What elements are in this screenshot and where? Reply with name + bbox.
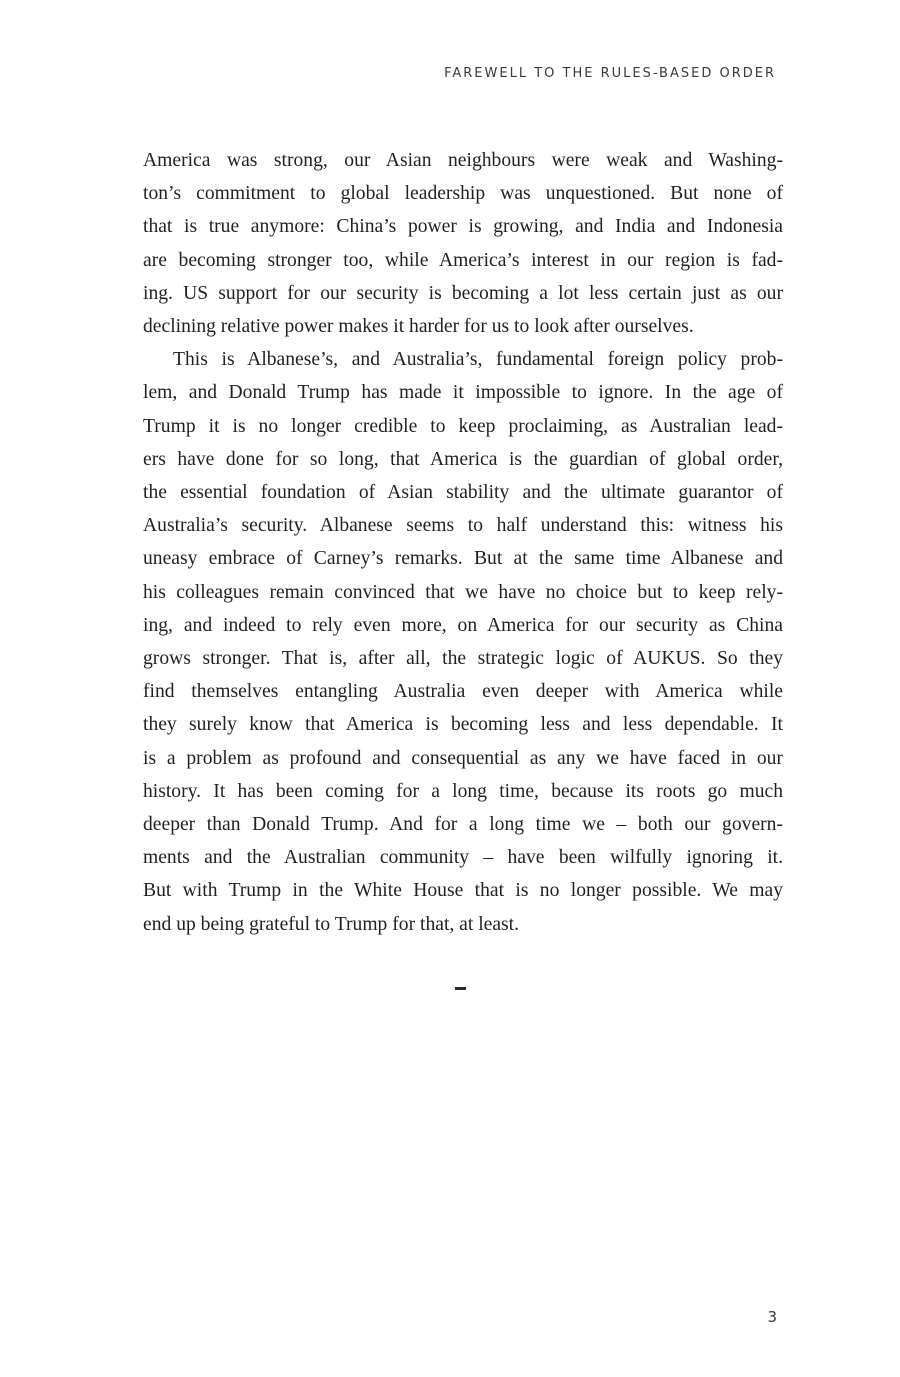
paragraph [143, 343, 783, 941]
section-break-mark [455, 987, 466, 990]
text-line: grows stronger. That is, after all, the strategic logic of AUKUS. So they [143, 648, 783, 670]
text-line: are becoming stronger too, while America’s interest in our region is fad- [143, 249, 783, 271]
text-line: But with Trump in the White House that is no longer possible. We may [143, 880, 783, 902]
text-line: ments and the Australian community – have been wilfully ignoring it. [143, 847, 783, 869]
text-line: they surely know that America is becoming less and less dependable. It [143, 714, 783, 736]
body-text [143, 144, 783, 941]
paragraph [143, 144, 783, 343]
text-line: ing, and indeed to rely even more, on America for our security as China [143, 614, 783, 636]
text-line: declining relative power makes it harder for us to look after ourselves. [143, 316, 694, 338]
text-line: This is Albanese’s, and Australia’s, fundamental foreign policy prob- [173, 349, 783, 371]
text-line: Trump it is no longer credible to keep proclaiming, as Australian lead- [143, 415, 783, 437]
text-line: Australia’s security. Albanese seems to half understand this: witness his [143, 515, 783, 537]
running-head: FAREWELL TO THE RULES-BASED ORDER [444, 66, 776, 81]
text-line: is a problem as profound and consequential as any we have faced in our [143, 747, 783, 769]
page-number: 3 [767, 1308, 777, 1326]
text-line: end up being grateful to Trump for that, at least. [143, 913, 520, 935]
text-line: ers have done for so long, that America is the guardian of global order, [143, 448, 783, 470]
text-line: uneasy embrace of Carney’s remarks. But at the same time Albanese and [143, 548, 783, 570]
text-line: the essential foundation of Asian stability and the ultimate guarantor of [143, 482, 783, 504]
text-line: history. It has been coming for a long time, because its roots go much [143, 780, 783, 802]
text-line: America was strong, our Asian neighbours were weak and Washing- [143, 150, 783, 171]
text-line: ing. US support for our security is becoming a lot less certain just as our [143, 282, 783, 304]
text-line: that is true anymore: China’s power is growing, and India and Indonesia [143, 216, 783, 238]
text-line: deeper than Donald Trump. And for a long time we – both our govern- [143, 814, 783, 836]
text-line: lem, and Donald Trump has made it impossible to ignore. In the age of [143, 382, 783, 404]
text-line: his colleagues remain convinced that we have no choice but to keep rely- [143, 581, 783, 603]
text-line: find themselves entangling Australia even deeper with America while [143, 681, 783, 703]
text-line: ton’s commitment to global leadership was unquestioned. But none of [143, 183, 783, 205]
